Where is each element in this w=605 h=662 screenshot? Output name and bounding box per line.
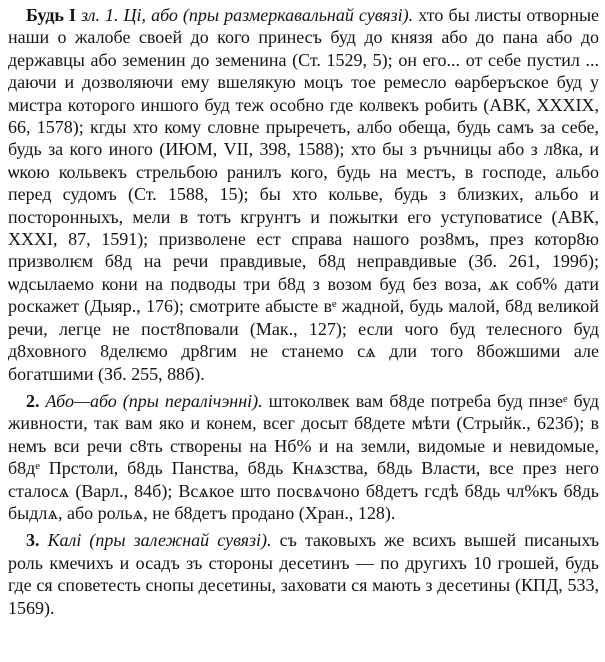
headword: Будь I bbox=[26, 5, 76, 25]
citation-text: штоколвек вам б8де потреба буд пнзеᵉ буд живности, так вам яко и конем, всег досыт б8дете мѣти (Стрыйк., 623б); в немъ вси речи с8ть створены на Нб% и на земли, видомые и невидомые, б8дᵉ Прстоли, б8дь Панства, б8дь Кнѧзства, б8дь Власти, все през него сталосѧ (Варл., 84б); Всѧкое што посвѧчоно б8детъ гсдѣ б8дь чл%къ б8дь быдлѧ, або рольѧ, не б8детъ продано (Хран., 128). bbox=[8, 390, 600, 523]
entry-section-1 bbox=[8, 4, 599, 385]
citation-text: хто бы листы отворные наши о жалобе своей до кого принесъ буд до князя або до пана або до державцы або земенин до земенина (Ст. 1529, 5); он его... от себе пустил ... даючи и дозволяючи ему вшелякую моцъ тое ремесло ѳарберъское буд у мистра которого иншого буд теж особно где колвекъ робить (АВК, XXXIX, 66, 1578); кгды хто кому словне прыречеть, албо обеща, будь самъ за себе, будь за кого иного (ИЮМ, VII, 398, 1588); хто бы з ръчницы або з л8ка, и ѡкою кольвекъ стрельбою ранилъ кого, будь на местъ, в господе, альбо перед судомъ (Ст. 1588, 15); бы хто кольве, будь з близких, альбо и посторонныхъ, мели в тотъ кгрунтъ и пожытки его уступоватисе (АВК, XXXI, 87, 1591); призволене ест справа нашого роз8мъ, през котор8ю призволѥм б8д на речи правдивые, б8д неправдивые (Зб. 261, 199б); ѡдсылаемо кони на подводы три б8д з возом буд без воза, ѧк соб% дати роскажет (Дыяр., 176); смотрите абысте вᵉ жадной, будь малой, б8д великой речи, легце не пост8повали (Мак., 127); если чого буд телесного буд д8ховного 8делѥмо др8гим не станемо сѧ дли того 8божшими але богатшими (Зб. 255, 88б). bbox=[8, 5, 600, 384]
entry-section-3 bbox=[8, 529, 599, 619]
citation-text: съ таковыхъ же всихъ вышей писаныхъ роль кмечихъ и осадъ зъ стороны десетинъ — по другихъ 10 грошей, будь где ся споветесть снопы десетины, заховати ся мають з десетины (КПД, 533, 1569). bbox=[8, 530, 600, 618]
grammar-label: зл. 1. bbox=[81, 5, 119, 25]
sense-number: 3. bbox=[26, 530, 40, 551]
sense-number: 2. bbox=[26, 390, 40, 411]
sense-gloss: Калі (пры залежнай сувязі). bbox=[47, 530, 272, 551]
sense-gloss: Ці, або (пры размеркавальнай сувязі). bbox=[123, 5, 414, 25]
entry-section-2 bbox=[8, 390, 599, 524]
sense-gloss: Або—або (пры пералічэнні). bbox=[45, 390, 263, 411]
